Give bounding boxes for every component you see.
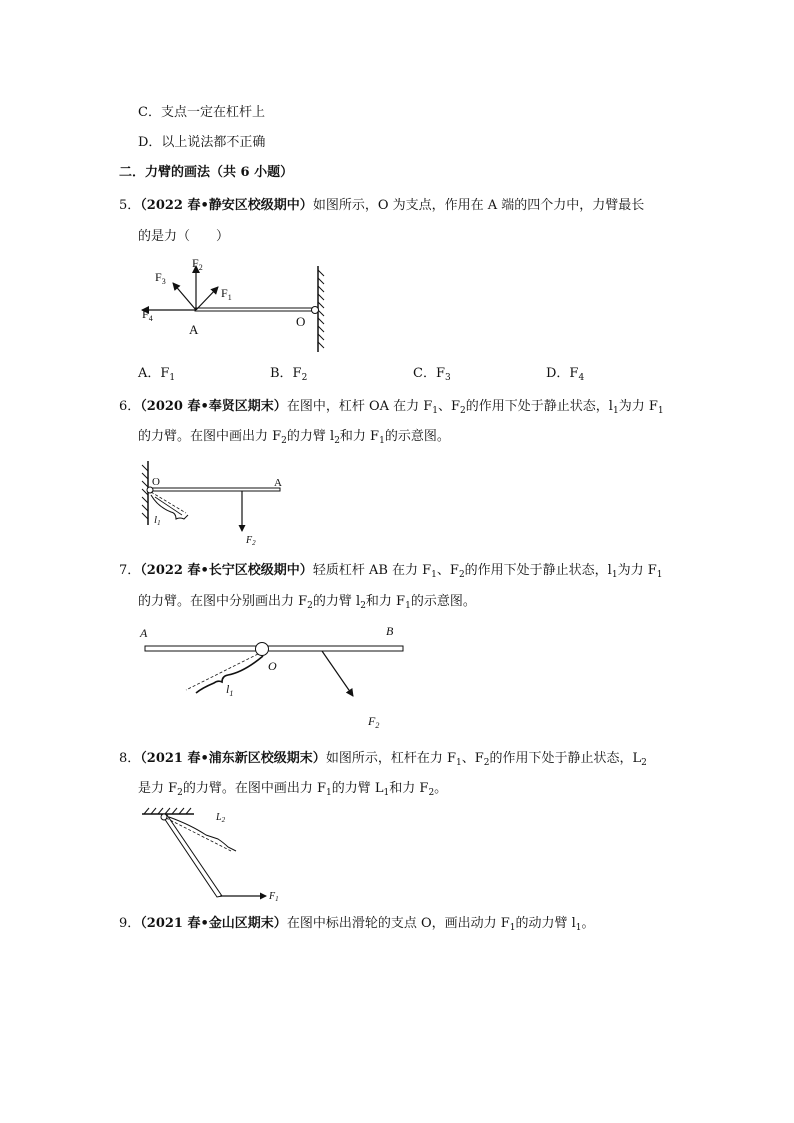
q5-choice-c[interactable]: C．$F_3$ (413, 366, 451, 383)
label-o: O (296, 314, 306, 329)
label-f1: $F_1$ (269, 891, 279, 903)
label-b: B (386, 624, 394, 638)
q8-figure (136, 805, 296, 905)
label-f2: $F_2$ (368, 714, 380, 730)
label-l2: $L_2$ (216, 812, 226, 824)
label-a: A (274, 477, 282, 489)
label-a: A (189, 322, 199, 337)
q5-lever (195, 308, 316, 311)
label-f2: $F_2$ (246, 535, 256, 547)
pivot-o (256, 643, 269, 656)
q7-figure (136, 620, 416, 735)
wall-hatch (142, 465, 148, 519)
q8-line2: 是力 $F_2$的力臂。在图中画出力 $F_1$的力臂 $L_1$和力 $F_2$。 (138, 781, 448, 798)
q7-line2: 的力臂。在图中分别画出力 $F_2$的力臂 $l_2$和力 $F_1$的示意图。 (138, 594, 476, 611)
q5-choice-d[interactable]: D．$F_4$ (546, 366, 585, 383)
q7-source: （2022 春•长宁区校级期中） (140, 563, 313, 578)
force-f2-arrow (322, 651, 353, 696)
q5-line1 (119, 196, 644, 216)
q7-line1: 7．（2022 春•长宁区校级期中）轻质杠杆 AB 在力 $F_1$、$F_2$的作用下处于静止状态，$l_1$为力 $F_1$ (119, 563, 663, 580)
label-f2: $F_2$ (192, 256, 203, 272)
q8-source: （2021 春•浦东新区校级期末） (140, 751, 326, 766)
l1-brace (196, 656, 263, 693)
force-f3-arrow (173, 283, 196, 310)
q6-source: （2020 春•奉贤区期末） (140, 399, 287, 414)
label-l1: $l_1$ (226, 682, 234, 698)
q5-choice-a[interactable]: A．$F_1$ (138, 366, 176, 383)
q6-line2: 的力臂。在图中画出力 $F_2$的力臂 $l_2$和力 $F_1$的示意图。 (138, 429, 450, 446)
wall-hatch (318, 270, 324, 348)
label-o: O (268, 659, 277, 673)
l1-dashed (186, 654, 258, 690)
label-a: A (140, 626, 148, 640)
option-d: D．以上说法都不正确 (138, 135, 266, 150)
q8-line1: 8．（2021 春•浦东新区校级期末）如图所示，杠杆在力 $F_1$、$F_2$的作用下处于静止状态，$L_2$ (119, 751, 647, 768)
q5-figure (136, 252, 336, 357)
label-o: O (152, 476, 160, 488)
section-title: 二．力臂的画法（共 6 小题） (119, 165, 294, 180)
label-l1: l1 (154, 514, 161, 527)
q5-text: 如图所示，O 为支点，作用在 A 端的四个力中，力臂最长 (312, 198, 645, 213)
label-f1: $F_1$ (221, 286, 232, 302)
q5-source: （2022 春•静安区校级期中） (140, 198, 313, 213)
pivot-o (312, 307, 319, 314)
q6-lever (149, 488, 280, 491)
option-c: C．支点一定在杠杆上 (138, 105, 265, 120)
label-f4: $F_4$ (142, 307, 153, 323)
q5-line2: 的是力（ ） (138, 229, 230, 244)
label-f3: $F_3$ (155, 270, 166, 286)
force-f1-arrow (196, 287, 218, 310)
ceiling-hatch (144, 808, 191, 814)
q9-line1: 9．（2021 春•金山区期末）在图中标出滑轮的支点 O，画出动力 $F_1$的动力臂 $l_1$。 (119, 916, 595, 933)
q7-lever (145, 646, 403, 651)
q5-choice-b[interactable]: B．$F_2$ (270, 366, 308, 383)
q5-num: 5． (119, 198, 141, 213)
q6-line1: 6．（2020 春•奉贤区期末）在图中，杠杆 OA 在力 $F_1$、$F_2$的作用下处于静止状态，$l_1$为力 $F_1$ (119, 399, 664, 416)
q6-figure (136, 455, 296, 550)
q9-source: （2021 春•金山区期末） (140, 916, 287, 931)
